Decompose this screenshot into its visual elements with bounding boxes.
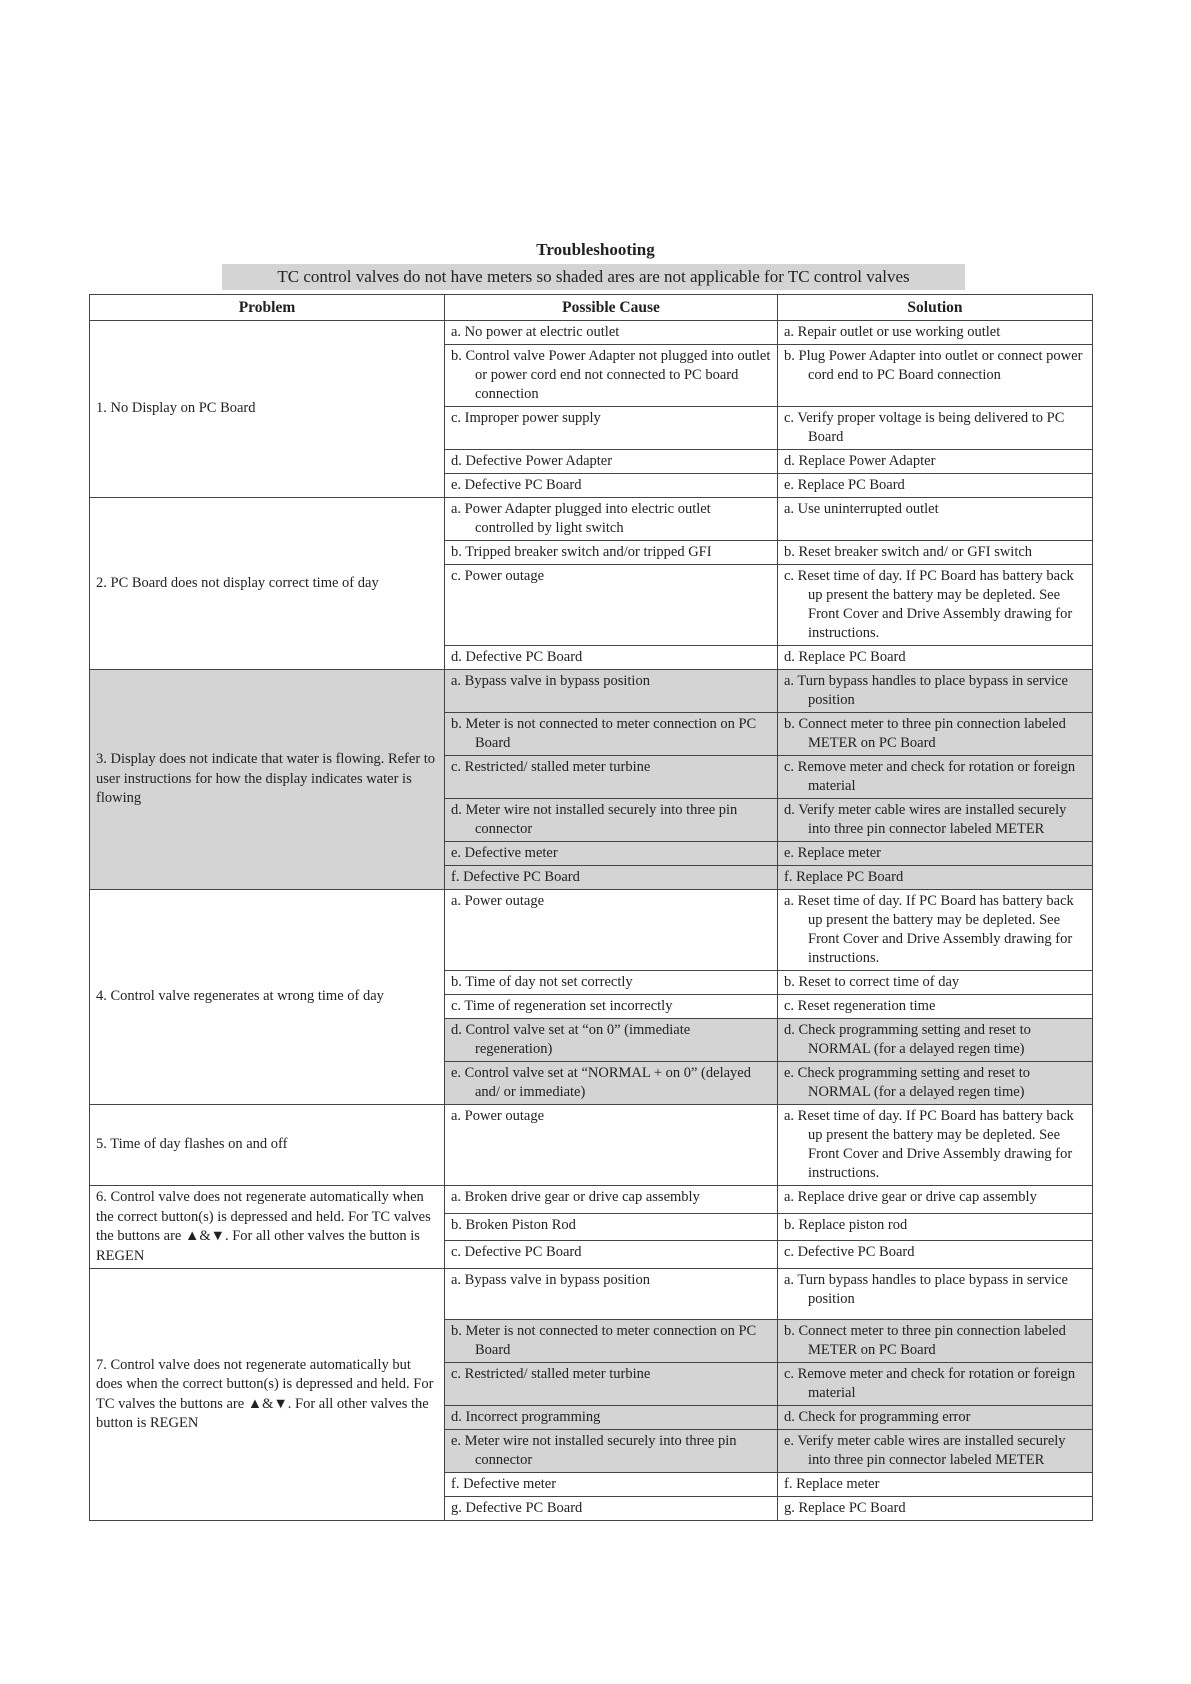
table-body [90,321,1093,1521]
problem-cell: 5. Time of day flashes on and off [90,1105,445,1186]
solution-cell [778,842,1093,866]
table-row [90,890,1093,971]
cause-text: b. Control valve Power Adapter not plugged into outlet or power cord end not connected to PC board connection [451,348,771,402]
cause-cell [445,450,778,474]
solution-text: a. Repair outlet or use working outlet [784,324,1001,340]
solution-text: a. Turn bypass handles to place bypass in service position [784,1272,1068,1307]
solution-cell [778,1062,1093,1105]
cause-text: e. Defective meter [451,845,558,861]
cause-cell [445,756,778,799]
cause-cell [445,971,778,995]
table-row [90,1269,1093,1320]
cause-text: f. Defective PC Board [451,869,580,885]
cause-text: a. Broken drive gear or drive cap assembly [451,1189,700,1205]
solution-cell [778,474,1093,498]
cause-text: f. Defective meter [451,1476,557,1492]
cause-text: a. No power at electric outlet [451,324,620,340]
cause-text: d. Defective Power Adapter [451,453,613,469]
cause-cell [445,565,778,646]
cause-text: a. Power Adapter plugged into electric outlet controlled by light switch [451,501,711,536]
solution-cell [778,1473,1093,1497]
solution-text: c. Reset time of day. If PC Board has battery back up present the battery may be depleted. See Front Cover and Drive Assembly drawing for instructions. [784,568,1074,641]
cause-cell [445,1320,778,1363]
solution-cell [778,756,1093,799]
solution-text: a. Turn bypass handles to place bypass in service position [784,673,1068,708]
troubleshooting-table [89,294,1093,1521]
solution-text: c. Defective PC Board [784,1244,915,1261]
solution-cell [778,1430,1093,1473]
problem-cell: 3. Display does not indicate that water is flowing. Refer to user instructions for how the display indicates water is flowing [90,670,445,890]
solution-text: c. Reset regeneration time [784,998,936,1014]
cause-text: c. Improper power supply [451,410,601,426]
solution-cell [778,407,1093,450]
problem-cell: 6. Control valve does not regenerate automatically when the correct button(s) is depressed and held. For TC valves the buttons are ▲&▼. For all other valves the button is REGEN [90,1186,445,1269]
solution-cell [778,1497,1093,1521]
solution-cell [778,1105,1093,1186]
solution-cell [778,565,1093,646]
solution-cell [778,1363,1093,1406]
page-title: Troubleshooting [536,240,655,259]
cause-text: b. Tripped breaker switch and/or tripped GFI [451,544,712,560]
cause-cell [445,498,778,541]
cause-cell [445,345,778,407]
cause-cell [445,1497,778,1521]
solution-cell [778,890,1093,971]
cause-cell [445,1019,778,1062]
cause-cell [445,995,778,1019]
solution-cell [778,713,1093,756]
cause-text: b. Time of day not set correctly [451,974,633,990]
solution-text: e. Check programming setting and reset to NORMAL (for a delayed regen time) [784,1065,1031,1100]
solution-text: b. Reset breaker switch and/ or GFI switch [784,544,1033,560]
cause-text: c. Restricted/ stalled meter turbine [451,759,651,775]
solution-cell [778,646,1093,670]
cause-text: e. Defective PC Board [451,477,582,493]
cause-text: e. Meter wire not installed securely into three pin connector [451,1433,737,1468]
solution-text: f. Replace PC Board [784,869,904,885]
solution-cell [778,995,1093,1019]
solution-cell [778,541,1093,565]
cause-text: c. Restricted/ stalled meter turbine [451,1366,651,1382]
table-row [90,670,1093,713]
problem-cell: 7. Control valve does not regenerate automatically but does when the correct button(s) is depressed and held. For TC valves the buttons are ▲&▼. For all other valves the button is REGEN [90,1269,445,1521]
solution-text: f. Replace meter [784,1476,880,1492]
solution-cell [778,498,1093,541]
cause-cell [445,1062,778,1105]
cause-text: e. Control valve set at “NORMAL + on 0” (delayed and/ or immediate) [451,1065,751,1100]
cause-cell [445,1363,778,1406]
solution-text: e. Verify meter cable wires are installed securely into three pin connector labeled METER [784,1433,1066,1468]
solution-cell [778,1213,1093,1241]
solution-cell [778,1269,1093,1320]
solution-text: d. Replace PC Board [784,649,906,665]
cause-cell [445,1406,778,1430]
shading-note: TC control valves do not have meters so shaded ares are not applicable for TC control valves [222,264,965,290]
cause-text: d. Incorrect programming [451,1409,601,1425]
solution-cell [778,799,1093,842]
solution-text: g. Replace PC Board [784,1500,906,1516]
cause-cell [445,1269,778,1320]
table-row [90,1186,1093,1214]
problem-cell: 4. Control valve regenerates at wrong time of day [90,890,445,1105]
cause-text: d. Defective PC Board [451,649,583,665]
table-row [90,321,1093,345]
solution-cell [778,670,1093,713]
solution-cell [778,1186,1093,1214]
solution-cell [778,321,1093,345]
solution-cell [778,345,1093,407]
solution-header: Solution [778,295,1093,321]
cause-cell [445,842,778,866]
solution-cell [778,1406,1093,1430]
cause-text: b. Meter is not connected to meter connection on PC Board [451,1323,757,1358]
problem-cell: 2. PC Board does not display correct time of day [90,498,445,670]
cause-cell [445,1241,778,1269]
cause-cell [445,1430,778,1473]
cause-text: a. Power outage [451,893,545,909]
cause-cell [445,1105,778,1186]
solution-text: d. Replace Power Adapter [784,453,936,469]
cause-text: g. Defective PC Board [451,1500,583,1516]
solution-cell [778,450,1093,474]
cause-text: a. Power outage [451,1108,545,1124]
cause-cell [445,474,778,498]
solution-cell [778,971,1093,995]
cause-text: a. Bypass valve in bypass position [451,1272,650,1288]
cause-cell [445,670,778,713]
solution-text: e. Replace meter [784,845,882,861]
solution-text: d. Check programming setting and reset to NORMAL (for a delayed regen time) [784,1022,1031,1057]
cause-cell [445,541,778,565]
solution-text: a. Use uninterrupted outlet [784,501,939,517]
solution-text: b. Replace piston rod [784,1216,908,1233]
cause-text: c. Defective PC Board [451,1244,582,1261]
cause-cell [445,407,778,450]
solution-cell [778,866,1093,890]
cause-text: c. Power outage [451,568,545,584]
cause-cell [445,890,778,971]
solution-text: b. Connect meter to three pin connection labeled METER on PC Board [784,1323,1066,1358]
solution-cell [778,1241,1093,1269]
cause-cell [445,646,778,670]
solution-text: d. Verify meter cable wires are installed securely into three pin connector labeled METER [784,802,1067,837]
cause-cell [445,799,778,842]
solution-text: b. Reset to correct time of day [784,974,960,990]
solution-text: e. Replace PC Board [784,477,905,493]
solution-text: a. Reset time of day. If PC Board has battery back up present the battery may be depleted. See Front Cover and Drive Assembly drawing for instructions. [784,1108,1074,1181]
solution-text: c. Verify proper voltage is being delivered to PC Board [784,410,1065,445]
cause-cell [445,713,778,756]
solution-text: b. Connect meter to three pin connection labeled METER on PC Board [784,716,1066,751]
solution-text: a. Reset time of day. If PC Board has battery back up present the battery may be depleted. See Front Cover and Drive Assembly drawing for instructions. [784,893,1074,966]
solution-text: c. Remove meter and check for rotation or foreign material [784,1366,1076,1401]
cause-cell [445,1186,778,1214]
table-row [90,1105,1093,1186]
solution-cell [778,1320,1093,1363]
cause-header: Possible Cause [445,295,778,321]
problem-cell: 1. No Display on PC Board [90,321,445,498]
cause-cell [445,866,778,890]
cause-text: b. Meter is not connected to meter connection on PC Board [451,716,757,751]
solution-cell [778,1019,1093,1062]
cause-text: a. Bypass valve in bypass position [451,673,650,689]
solution-text: b. Plug Power Adapter into outlet or connect power cord end to PC Board connection [784,348,1083,383]
cause-cell [445,1213,778,1241]
cause-text: c. Time of regeneration set incorrectly [451,998,673,1014]
solution-text: a. Replace drive gear or drive cap assembly [784,1189,1037,1205]
solution-text: c. Remove meter and check for rotation or foreign material [784,759,1076,794]
header-row [90,295,1093,321]
cause-text: d. Meter wire not installed securely into three pin connector [451,802,738,837]
cause-text: b. Broken Piston Rod [451,1216,576,1233]
table-row [90,498,1093,541]
problem-header: Problem [90,295,445,321]
solution-text: d. Check for programming error [784,1409,971,1425]
cause-cell [445,1473,778,1497]
cause-cell [445,321,778,345]
cause-text: d. Control valve set at “on 0” (immediate regeneration) [451,1022,691,1057]
